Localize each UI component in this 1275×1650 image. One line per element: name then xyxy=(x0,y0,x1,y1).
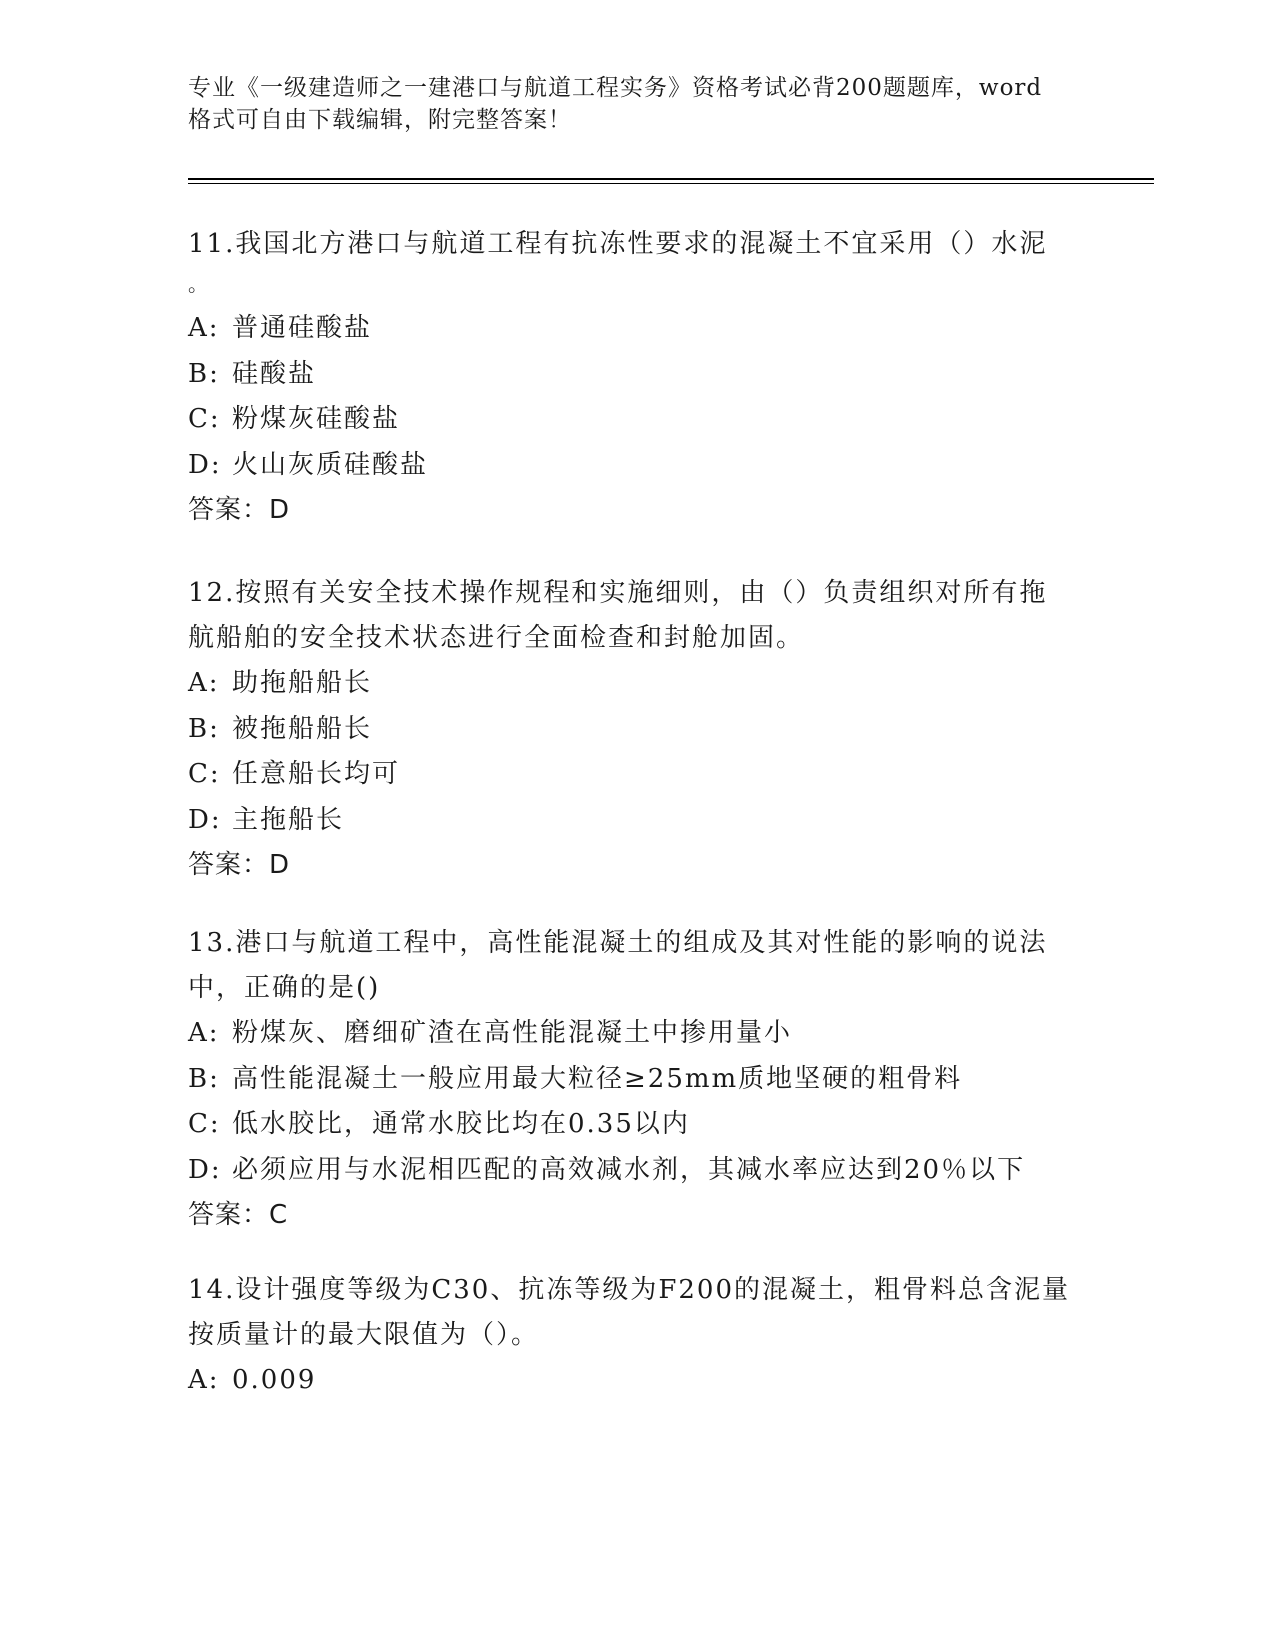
question-stem-cont: 航船舶的安全技术状态进行全面检查和封舱加固。 xyxy=(188,623,805,653)
header-line-2: 格式可自由下载编辑，附完整答案！ xyxy=(188,107,572,133)
document-header xyxy=(188,72,1068,136)
answer: 答案：D xyxy=(188,495,291,525)
option-a: A: 助拖船船长 xyxy=(188,668,373,698)
question-stem: 14.设计强度等级为C30、抗冻等级为F200的混凝土，粗骨料总含泥量 xyxy=(188,1275,1070,1305)
question-stem-cont: 按质量计的最大限值为（）。 xyxy=(188,1320,540,1350)
question-13 xyxy=(188,921,1088,1239)
option-a: A: 粉煤灰、磨细矿渣在高性能混凝土中掺用量小 xyxy=(188,1018,793,1048)
question-stem: 13.港口与航道工程中，高性能混凝土的组成及其对性能的影响的说法 xyxy=(188,928,1048,958)
answer: 答案：D xyxy=(188,850,291,880)
option-a: A: 普通硅酸盐 xyxy=(188,313,373,343)
option-d: D: 主拖船长 xyxy=(188,804,345,835)
question-stem: 11.我国北方港口与航道工程有抗冻性要求的混凝土不宜采用（）水泥 xyxy=(188,229,1048,259)
question-stem-cont: 中，正确的是() xyxy=(188,973,381,1003)
option-c: C: 粉煤灰硅酸盐 xyxy=(188,404,401,434)
question-12 xyxy=(188,571,1088,889)
question-stem: 12.按照有关安全技术操作规程和实施细则，由（）负责组织对所有拖 xyxy=(188,578,1048,608)
option-a: A: 0.009 xyxy=(188,1365,317,1395)
option-b: B: 被拖船船长 xyxy=(188,713,373,744)
option-b: B: 硅酸盐 xyxy=(188,358,317,389)
answer: 答案：C xyxy=(188,1200,289,1230)
option-d: D: 火山灰质硅酸盐 xyxy=(188,449,429,480)
question-11 xyxy=(188,222,1088,534)
header-divider xyxy=(188,178,1154,180)
question-14 xyxy=(188,1268,1088,1404)
header-line-1: 专业《一级建造师之一建港口与航道工程实务》资格考试必背200题题库，word xyxy=(188,75,1043,101)
option-c: C: 低水胶比，通常水胶比均在0.35以内 xyxy=(188,1109,690,1139)
question-stem-cont: 。 xyxy=(188,272,210,296)
header-divider-thin xyxy=(188,183,1154,184)
option-b: B: 高性能混凝土一般应用最大粒径≥25mm质地坚硬的粗骨料 xyxy=(188,1063,963,1094)
option-c: C: 任意船长均可 xyxy=(188,759,401,789)
option-d: D: 必须应用与水泥相匹配的高效减水剂，其减水率应达到20％以下 xyxy=(188,1154,1026,1185)
